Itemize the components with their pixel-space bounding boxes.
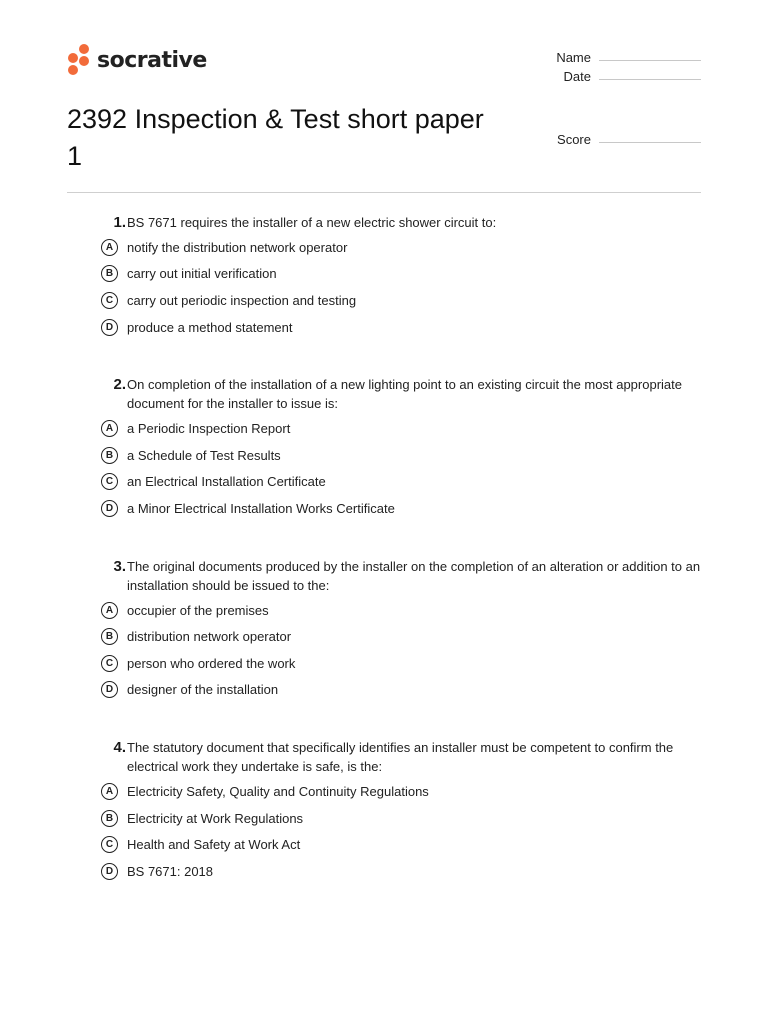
option-text: a Periodic Inspection Report [127, 421, 291, 437]
option-text: occupier of the premises [127, 602, 269, 618]
option-text: a Minor Electrical Installation Works Certificate [127, 500, 395, 516]
option-letter-circle[interactable]: B [101, 265, 118, 282]
question-number: 4. [113, 739, 126, 757]
option-a[interactable] [96, 778, 706, 805]
option-a[interactable] [96, 597, 706, 624]
date-line[interactable] [599, 79, 701, 80]
option-c[interactable] [96, 831, 706, 858]
option-a[interactable] [96, 234, 706, 261]
date-label: Date [563, 69, 591, 84]
option-text: produce a method statement [127, 319, 293, 335]
option-letter-circle[interactable]: A [101, 420, 118, 437]
question-text: On completion of the installation of a new lighting point to an existing circuit the most appropriate document for the installer to issue is: [127, 377, 682, 412]
option-letter-circle[interactable]: C [101, 292, 118, 309]
option-b[interactable] [96, 623, 706, 650]
question-text: BS 7671 requires the installer of a new electric shower circuit to: [127, 215, 497, 230]
option-text: notify the distribution network operator [127, 239, 348, 255]
name-row [556, 47, 701, 65]
option-text: carry out initial verification [127, 266, 277, 282]
option-text: Electricity at Work Regulations [127, 810, 304, 826]
option-text: Electricity Safety, Quality and Continuity Regulations [127, 783, 429, 799]
option-letter-circle[interactable]: D [101, 681, 118, 698]
question-header [96, 557, 706, 595]
name-label: Name [556, 50, 591, 65]
question-list [96, 213, 706, 920]
question-1 [96, 213, 706, 340]
option-d[interactable] [96, 495, 706, 522]
question-4 [96, 738, 706, 884]
name-line[interactable] [599, 60, 701, 61]
option-b[interactable] [96, 442, 706, 469]
score-block [557, 129, 701, 148]
option-b[interactable] [96, 805, 706, 832]
score-line[interactable] [599, 142, 701, 143]
option-text: person who ordered the work [127, 655, 296, 671]
question-header [96, 213, 706, 232]
option-letter-circle[interactable]: A [101, 239, 118, 256]
question-3 [96, 557, 706, 703]
question-2 [96, 375, 706, 521]
option-letter-circle[interactable]: B [101, 810, 118, 827]
option-c[interactable] [96, 650, 706, 677]
option-text: carry out periodic inspection and testing [127, 292, 357, 308]
option-letter-circle[interactable]: C [101, 836, 118, 853]
option-text: distribution network operator [127, 629, 292, 645]
option-letter-circle[interactable]: D [101, 319, 118, 336]
score-row [557, 129, 701, 147]
option-c[interactable] [96, 469, 706, 496]
question-header [96, 375, 706, 413]
option-a[interactable] [96, 415, 706, 442]
question-header [96, 738, 706, 776]
option-letter-circle[interactable]: B [101, 447, 118, 464]
option-d[interactable] [96, 314, 706, 341]
option-letter-circle[interactable]: A [101, 783, 118, 800]
student-info [556, 47, 701, 85]
socrative-logo-icon [67, 44, 91, 76]
option-letter-circle[interactable]: A [101, 602, 118, 619]
option-d[interactable] [96, 858, 706, 885]
question-text: The original documents produced by the installer on the completion of an alteration or addition to an installation should be issued to the: [127, 558, 701, 593]
option-text: an Electrical Installation Certificate [127, 474, 326, 490]
page-title: 2392 Inspection & Test short paper 1 [67, 104, 484, 171]
option-text: a Schedule of Test Results [127, 447, 281, 463]
score-label: Score [557, 132, 591, 147]
socrative-logo [67, 44, 207, 76]
question-number: 2. [113, 376, 126, 394]
question-text: The statutory document that specifically identifies an installer must be competent to confirm the electrical work they undertake is safe, is the: [127, 740, 674, 775]
option-letter-circle[interactable]: C [101, 473, 118, 490]
option-d[interactable] [96, 677, 706, 704]
option-text: designer of the installation [127, 682, 279, 698]
option-text: BS 7671: 2018 [127, 863, 214, 879]
question-number: 1. [113, 214, 126, 231]
option-text: Health and Safety at Work Act [127, 837, 301, 853]
date-row [556, 66, 701, 84]
question-number: 3. [113, 557, 126, 575]
option-c[interactable] [96, 287, 706, 314]
option-letter-circle[interactable]: B [101, 628, 118, 645]
option-letter-circle[interactable]: D [101, 500, 118, 517]
option-b[interactable] [96, 261, 706, 288]
option-letter-circle[interactable]: D [101, 863, 118, 880]
brand-name: socrative [97, 47, 207, 73]
option-letter-circle[interactable]: C [101, 655, 118, 672]
header-divider [67, 192, 701, 193]
